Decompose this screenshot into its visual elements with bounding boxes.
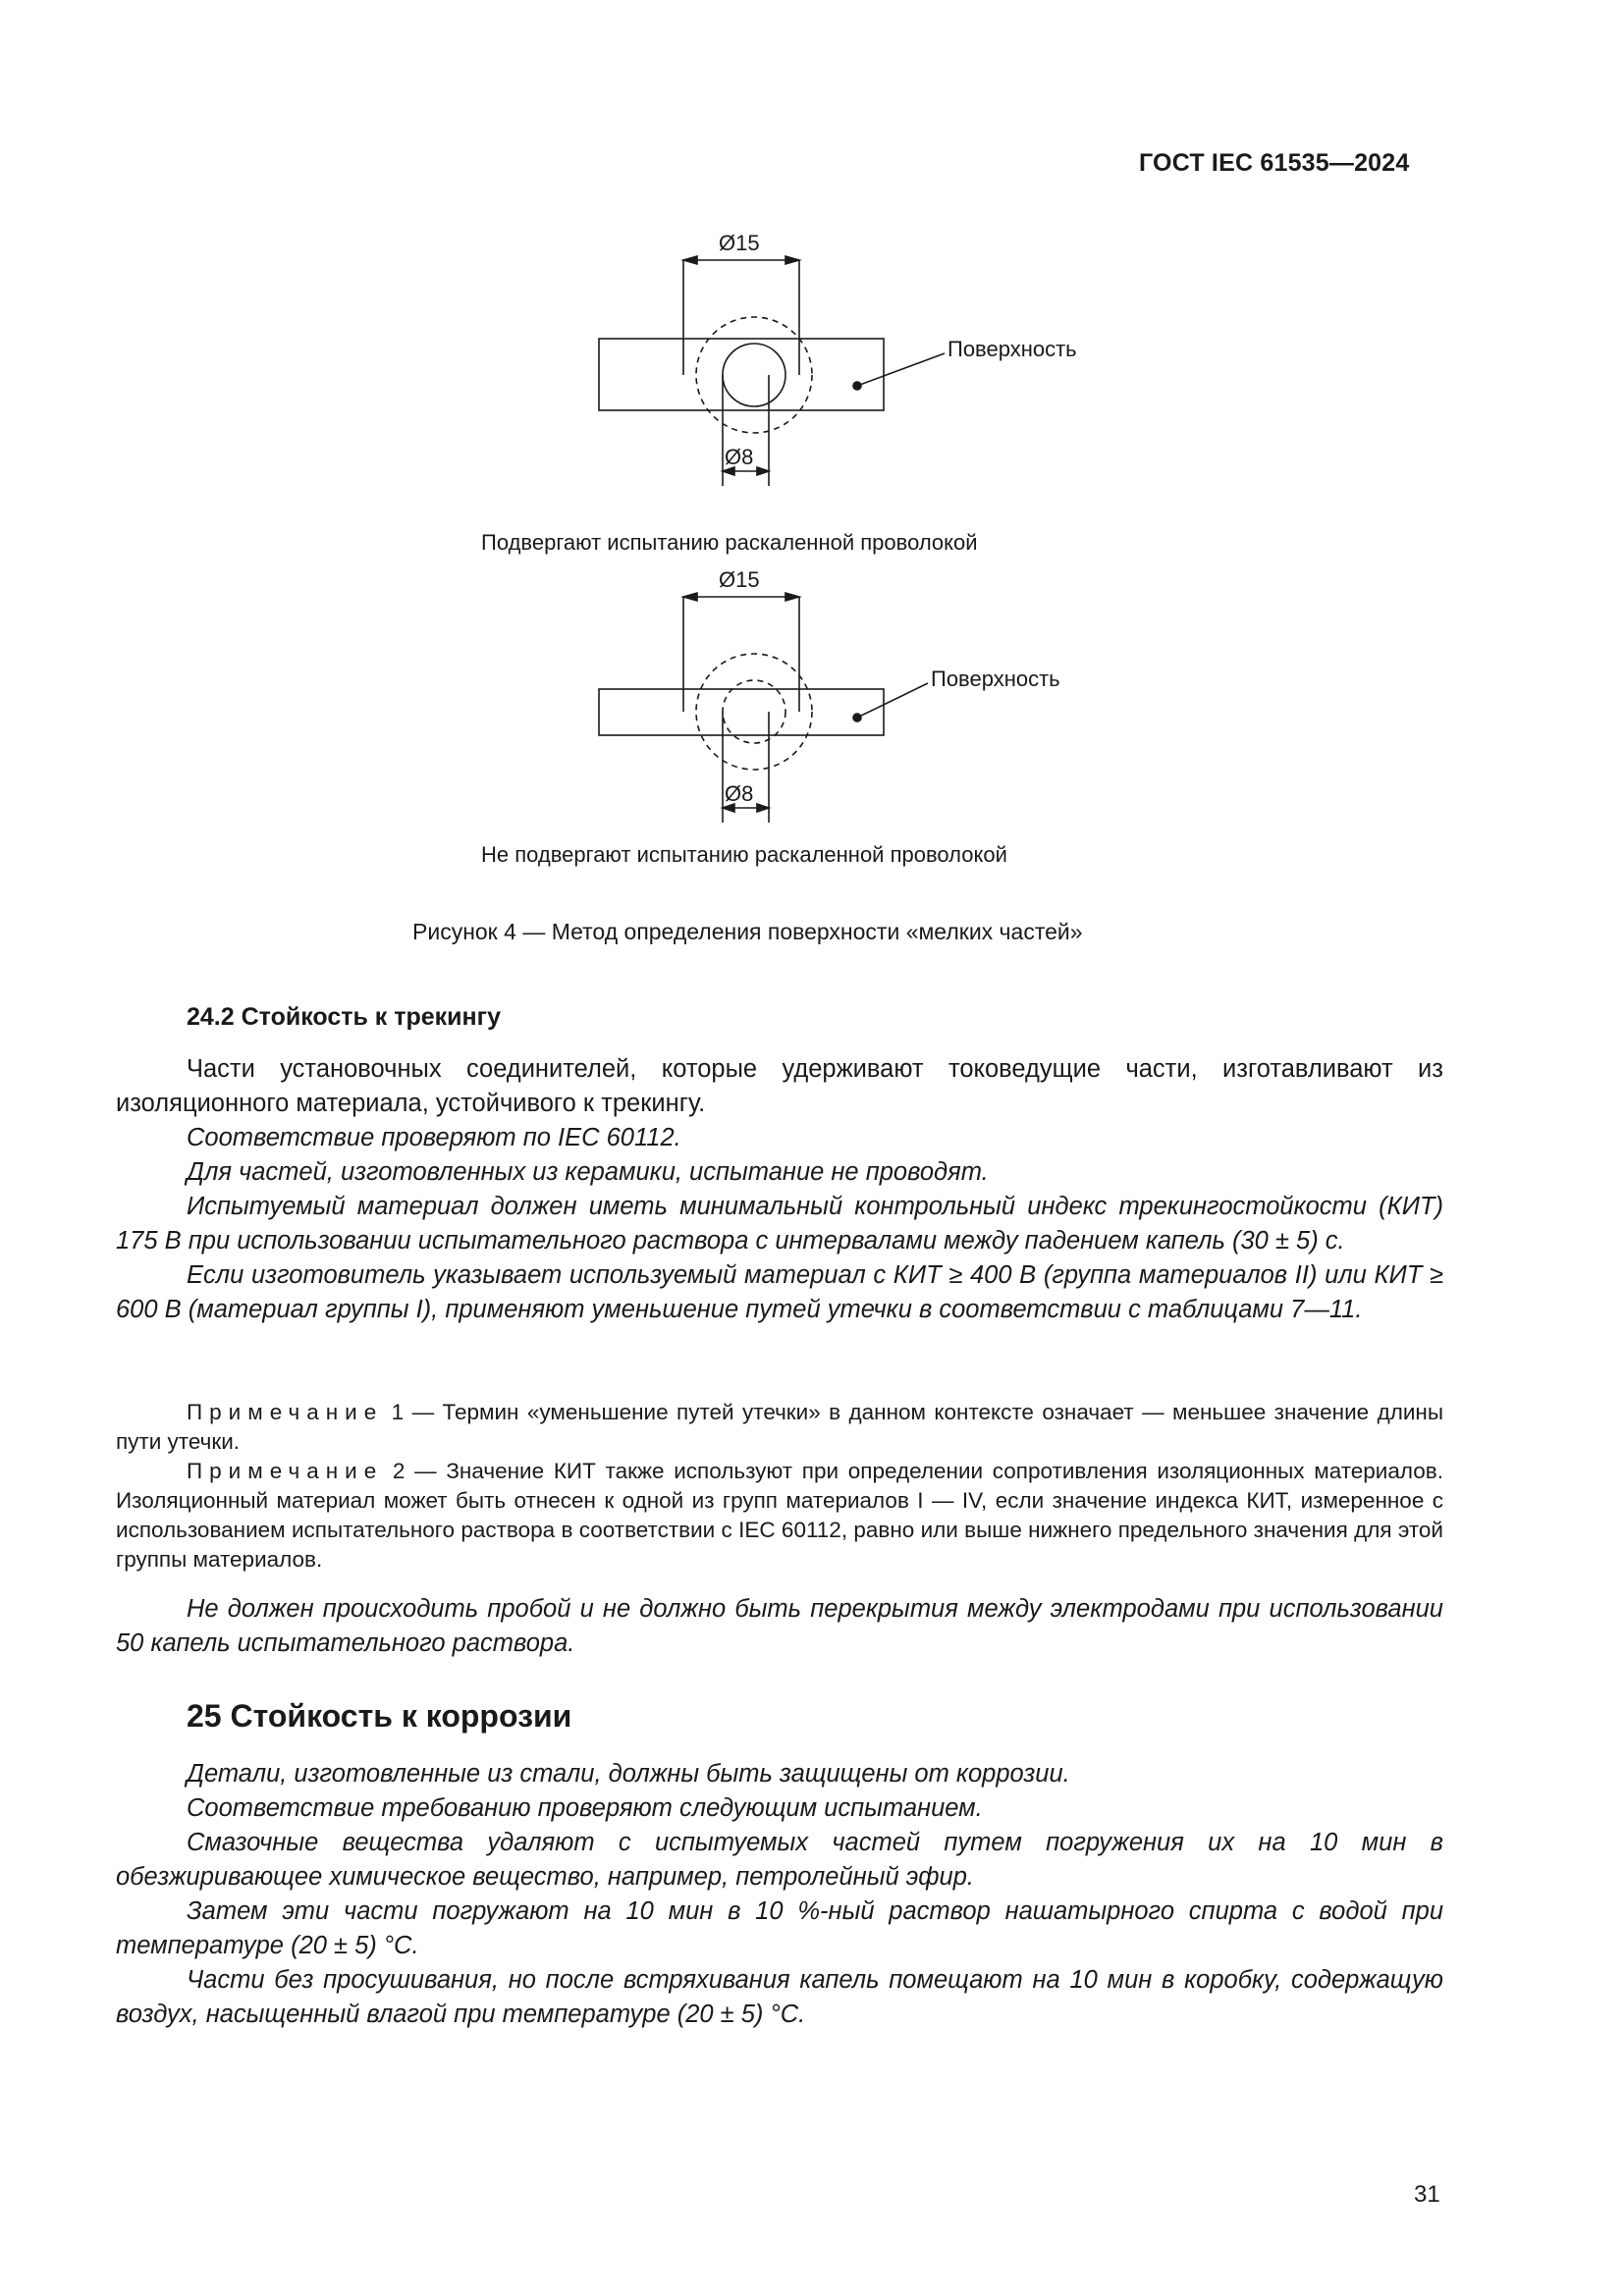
arrow-head — [757, 804, 769, 812]
diagram-svg-tested — [550, 231, 1139, 496]
label-inner-diameter: Ø8 — [725, 781, 754, 806]
arrow-head — [757, 467, 769, 475]
part-rectangle — [599, 689, 884, 735]
section-heading-25: 25 Стойкость к коррозии — [187, 1698, 572, 1734]
note-2 — [116, 1457, 1443, 1575]
paragraph: Части без просушивания, но после встряхивания капель помещают на 10 мин в коробку, содержащую воздух, насыщенный влагой при температуре (20 ± 5) °С. — [116, 1966, 1443, 2028]
paragraph: Детали, изготовленные из стали, должны быть защищены от коррозии. — [187, 1760, 1070, 1788]
paragraph: Соответствие проверяют по IEC 60112. — [187, 1124, 681, 1151]
section-24-2-conclusion — [116, 1592, 1443, 1661]
arrow-head — [785, 593, 799, 601]
section-25-body — [116, 1757, 1443, 2032]
note-label: Примечание — [187, 1400, 384, 1424]
label-inner-diameter: Ø8 — [725, 445, 754, 469]
leader-dot — [853, 382, 861, 390]
figure-tested-diagram — [550, 231, 1139, 496]
note-text: 2 — Значение КИТ также используют при определении сопротивления изоляционных материалов. Изоляционный материал может быть отнесен к одной из групп материалов I — IV, если значение индекса КИТ, измеренное с использованием испытательного раствора в соответствии с IEC 60112, равно или выше нижнего предельного значения для этой группы материалов. — [116, 1459, 1443, 1572]
outer-circle — [696, 654, 812, 770]
label-outer-diameter: Ø15 — [719, 567, 760, 592]
label-outer-diameter: Ø15 — [719, 231, 760, 255]
section-24-2-body — [116, 1052, 1443, 1327]
paragraph: Затем эти части погружают на 10 мин в 10 %-ный раствор нашатырного спирта с водой при температуре (20 ± 5) °С. — [116, 1897, 1443, 1959]
inner-circle — [723, 344, 785, 406]
note-text: 1 — Термин «уменьшение путей утечки» в данном контексте означает — меньшее значение длины пути утечки. — [116, 1400, 1443, 1454]
arrow-head — [785, 256, 799, 264]
diagram-svg-not-tested — [550, 567, 1139, 832]
paragraph: Испытуемый материал должен иметь минимальный контрольный индекс трекингостойкости (КИТ) 175 В при использовании испытательного раствора с интервалами между падением капель (30 ± 5) с. — [116, 1193, 1443, 1255]
caption-not-tested: Не подвергают испытанию раскаленной проволокой — [481, 842, 1007, 867]
paragraph: Соответствие требованию проверяют следующим испытанием. — [187, 1794, 983, 1822]
page-number: 31 — [1414, 2181, 1440, 2208]
leader-line — [857, 353, 945, 386]
arrow-head — [683, 256, 697, 264]
part-rectangle — [599, 339, 884, 410]
paragraph: Не должен происходить пробой и не должно быть перекрытия между электродами при использовании 50 капель испытательного раствора. — [116, 1595, 1443, 1657]
label-surface: Поверхность — [947, 337, 1077, 361]
caption-tested: Подвергают испытанию раскаленной проволокой — [481, 530, 978, 555]
paragraph: Смазочные вещества удаляют с испытуемых частей путем погружения их на 10 мин в обезжиривающее химическое вещество, например, петролейный эфир. — [116, 1829, 1443, 1891]
notes-block — [116, 1398, 1443, 1575]
arrow-head — [683, 593, 697, 601]
paragraph: Части установочных соединителей, которые удерживают токоведущие части, изготавливают из изоляционного материала, устойчивого к трекингу. — [116, 1055, 1443, 1117]
label-surface: Поверхность — [931, 667, 1060, 691]
note-label: Примечание — [187, 1459, 384, 1483]
section-heading-24-2: 24.2 Стойкость к трекингу — [187, 1003, 501, 1031]
figure-title: Рисунок 4 — Метод определения поверхности «мелких частей» — [412, 919, 1083, 944]
note-1 — [116, 1398, 1443, 1457]
paragraph: Если изготовитель указывает используемый материал с КИТ ≥ 400 В (группа материалов II) или КИТ ≥ 600 В (материал группы I), применяют уменьшение путей утечки в соответствии с таблицами 7—11. — [116, 1261, 1443, 1323]
document-header: ГОСТ IEC 61535—2024 — [1139, 149, 1410, 177]
figure-not-tested-diagram — [550, 567, 1139, 832]
paragraph: Для частей, изготовленных из керамики, испытание не проводят. — [187, 1158, 989, 1186]
outer-circle — [696, 317, 812, 433]
leader-dot — [853, 714, 861, 721]
